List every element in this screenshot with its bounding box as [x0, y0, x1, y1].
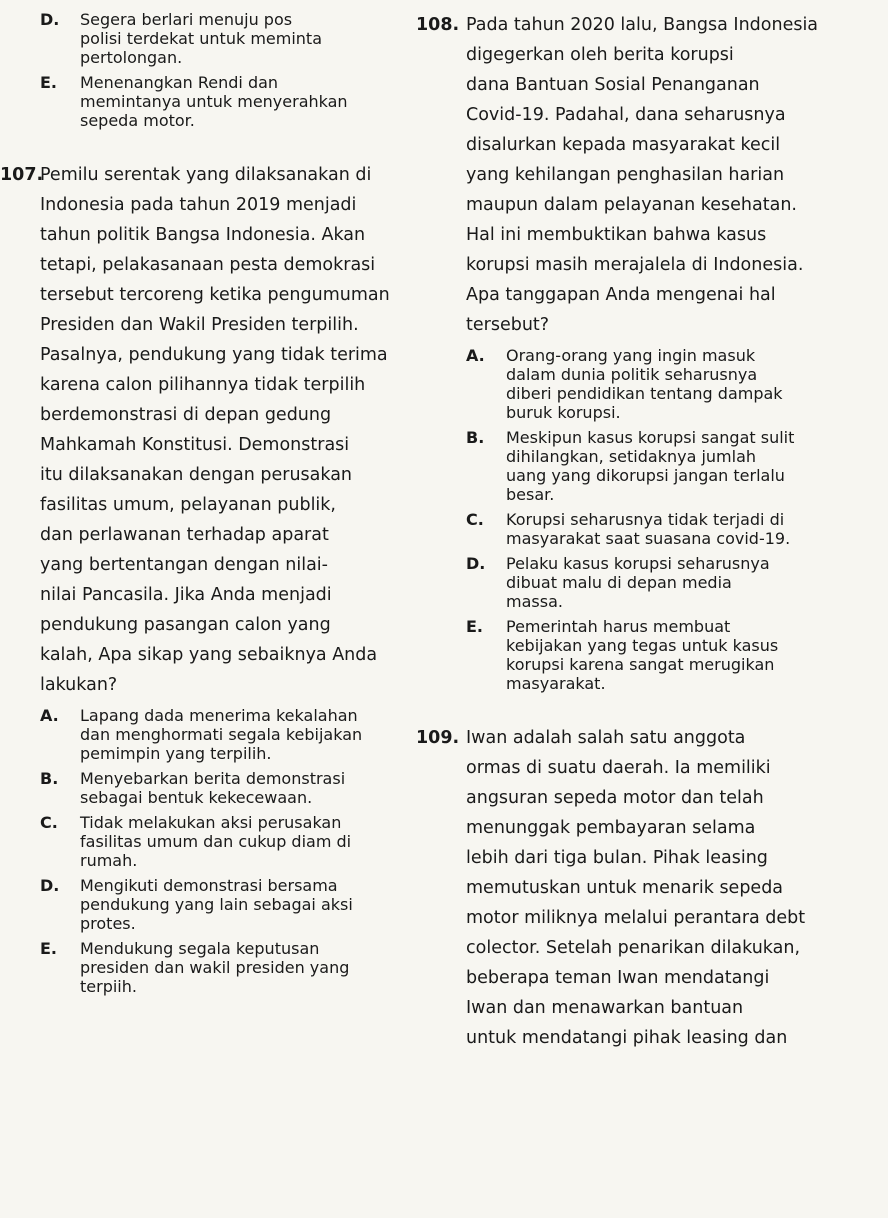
option-c [466, 510, 881, 548]
question-text: Iwan adalah salah satu anggota ormas di suatu daerah. Ia memiliki angsuran sepeda motor dan telah menunggak pembayaran selama lebih dari tiga bulan. Pihak leasing memutuskan untuk menarik sepeda motor miliknya melalui perantara debt colector. Setelah penarikan dilakukan, beberapa teman Iwan mendatangi Iwan dan menawarkan bantuan untuk mendatangi pihak leasing dan [466, 728, 806, 1048]
question-number: 108. [416, 15, 460, 35]
option-text: Meskipun kasus korupsi sangat sulit dihilangkan, setidaknya jumlah uang yang dikorupsi jangan terlalu besar. [506, 428, 795, 504]
left-column [0, 10, 400, 996]
question-109 [416, 723, 881, 1053]
option-d-previous [40, 10, 400, 67]
option-letter: B. [466, 428, 485, 447]
right-column [416, 10, 881, 1053]
option-letter: A. [40, 706, 59, 725]
option-e [466, 617, 881, 693]
option-letter: D. [40, 876, 60, 895]
option-a [40, 706, 400, 763]
option-b [466, 428, 881, 504]
question-text: Pemilu serentak yang dilaksanakan di Indonesia pada tahun 2019 menjadi tahun politik Bangsa Indonesia. Akan tetapi, pelakasanaan pesta demokrasi tersebut tercoreng ketika pengumuman Presiden dan Wakil Presiden terpilih. Pasalnya, pendukung yang tidak terima karena calon pilihannya tidak terpilih berdemonstrasi di depan gedung Mahkamah Konstitusi. Demonstrasi itu dilaksanakan dengan perusakan fasilitas umum, pelayanan publik, dan perlawanan terhadap aparat yang bertentangan dengan nilai- nilai Pancasila. Jika Anda menjadi pendukung pasangan calon yang kalah, Apa sikap yang sebaiknya Anda lakukan? [40, 165, 390, 695]
option-text: Segera berlari menuju pos polisi terdekat untuk meminta pertolongan. [80, 10, 322, 67]
option-text: Menenangkan Rendi dan memintanya untuk menyerahkan sepeda motor. [80, 73, 348, 130]
option-text: Tidak melakukan aksi perusakan fasilitas umum dan cukup diam di rumah. [80, 813, 352, 870]
option-letter: E. [466, 617, 484, 636]
option-letter: A. [466, 346, 485, 365]
option-text: Mendukung segala keputusan presiden dan wakil presiden yang terpiih. [80, 939, 350, 996]
option-d [40, 876, 400, 933]
option-letter: B. [40, 769, 59, 788]
question-number: 109. [416, 728, 460, 748]
option-d [466, 554, 881, 611]
option-text: Korupsi seharusnya tidak terjadi di masyarakat saat suasana covid-19. [506, 510, 791, 548]
question-text: Pada tahun 2020 lalu, Bangsa Indonesia digegerkan oleh berita korupsi dana Bantuan Sosial Penanganan Covid-19. Padahal, dana seharusnya disalurkan kepada masyarakat kecil yang kehilangan penghasilan harian maupun dalam pelayanan kesehatan. Hal ini membuktikan bahwa kasus korupsi masih merajalela di Indonesia. Apa tanggapan Anda mengenai hal tersebut? [466, 15, 819, 335]
option-b [40, 769, 400, 807]
option-letter: E. [40, 73, 58, 92]
question-107 [0, 160, 400, 700]
option-letter: C. [466, 510, 484, 529]
option-e [40, 939, 400, 996]
question-number: 107. [0, 165, 44, 185]
option-text: Mengikuti demonstrasi bersama pendukung yang lain sebagai aksi protes. [80, 876, 353, 933]
question-108 [416, 10, 881, 340]
option-text: Menyebarkan berita demonstrasi sebagai bentuk kekecewaan. [80, 769, 346, 807]
option-letter: C. [40, 813, 58, 832]
option-e-previous [40, 73, 400, 130]
option-text: Pemerintah harus membuat kebijakan yang tegas untuk kasus korupsi karena sangat merugikan masyarakat. [506, 617, 779, 693]
option-letter: D. [40, 10, 60, 29]
option-text: Orang-orang yang ingin masuk dalam dunia politik seharusnya diberi pendidikan tentang dampak buruk korupsi. [506, 346, 783, 422]
option-c [40, 813, 400, 870]
option-text: Pelaku kasus korupsi seharusnya dibuat malu di depan media massa. [506, 554, 770, 611]
option-letter: D. [466, 554, 486, 573]
option-a [466, 346, 881, 422]
option-letter: E. [40, 939, 58, 958]
option-text: Lapang dada menerima kekalahan dan menghormati segala kebijakan pemimpin yang terpilih. [80, 706, 363, 763]
